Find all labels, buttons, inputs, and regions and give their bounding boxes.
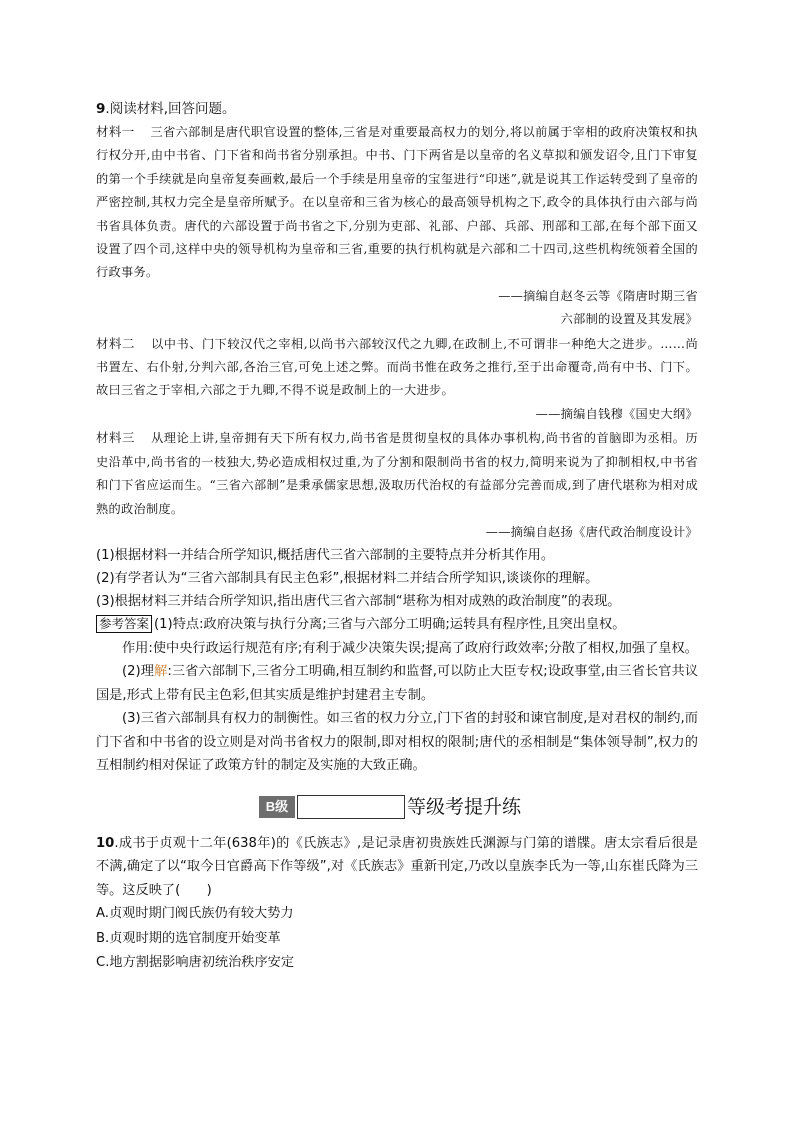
material-text: 三省六部制是唐代职官设置的整体,三省是对重要最高权力的划分,将以前属于宰相的政府决策权和执行权分开,由中书省、门下省和尚书省分别承担。中书、门下两省是以皇帝的名义草拟和颁发诏令,且门下审复的第一个手续就是向皇帝复奏画敕,最后一个手续是用皇帝的宝玺进行“印迷”,就是说其工作运转受到了皇帝的严密控制,其权力完全是皇帝所赋予。在以皇帝和三省为核心的最高领导机构之下,政令的具体执行由六部与尚书省具体负责。唐代的六部设置于尚书省之下,分别为吏部、礼部、户部、兵部、刑部和工部,在每个部下面又设置了四个司,这样中央的领导机构为皇帝和三省,重要的执行机构就是六部和二十四司,这些机构统领着全国的行政事务。: [96, 125, 698, 280]
option-c: C.地方割据影响唐初统治秩序安定: [96, 955, 295, 971]
material-1-source-line2: 六部制的设置及其发展》: [560, 312, 698, 327]
document-page: [96, 98, 698, 976]
material-1: [96, 120, 698, 285]
answer-3: (3)三省六部制具有权力的制衡性。如三省的权力分立,门下省的封驳和谏官制度,是对君权的制约,而门下省和中书省的设立则是对尚书省权力的限制,即对相权的限制;唐代的丞相制是“集体领导制”,权力的互相制约相对保证了政策方针的制定及实施的大致正确。: [96, 711, 698, 774]
answer-1-text: (1)特点:政府决策与执行分离;三省与六部分工明确;运转具有程序性,且突出皇权。: [154, 617, 626, 633]
section-title: 等级考提升练: [407, 795, 522, 818]
section-level-badge: B级: [259, 796, 295, 818]
answer-2: [96, 660, 698, 707]
question-number: 10: [96, 835, 115, 851]
answer-2-prefix: (2)理: [122, 664, 155, 680]
sub-question-1: (1)根据材料一并结合所学知识,概括唐代三省六部制的主要特点并分析其作用。: [96, 548, 555, 564]
option-a: A.贞观时期门阀氏族仍有较大势力: [96, 906, 294, 922]
answer-2-mark: 解: [154, 664, 168, 680]
material-text: 从理论上讲,皇帝拥有天下所有权力,尚书省是贯彻皇权的具体办事机构,尚书省的首脑即为丞相。历史沿革中,尚书省的一枝独大,势必造成相权过重,为了分割和限制尚书省的权力,简明来说为了抑制相权,中书省和门下省应运而生。“三省六部制”是秉承儒家思想,汲取历代治权的有益部分完善而成,到了唐代堪称为相对成熟的政治制度。: [96, 431, 698, 516]
material-label: 材料一: [96, 124, 135, 139]
material-1-source-line1: ——摘编自赵冬云等《隋唐时期三省: [498, 288, 698, 303]
sub-question-3: (3)根据材料三并结合所学知识,指出唐代三省六部制“堪称为相对成熟的政治制度”的表现。: [96, 594, 621, 610]
material-3-source: ——摘编自赵扬《唐代政治制度设计》: [485, 524, 698, 539]
material-text: 以中书、门下较汉代之宰相,以尚书六部较汉代之九卿,在政制上,不可谓非一种绝大之进步。……尚书置左、右仆射,分判六部,各治三官,可免上述之弊。而尚书惟在政务之推行,至于出命覆奇,尚有中书、门下。故曰三省之于宰相,六部之于九卿,不得不说是政制上的一大进步。: [96, 336, 698, 398]
reference-answer-badge: 参考答案: [96, 615, 152, 633]
answer-2-text: :三省六部制下,三省分工明确,相互制约和监督,可以防止大臣专权;设政事堂,由三省长官共议国是,形式上带有民主色彩,但其实质是维护封建君主专制。: [96, 664, 699, 703]
question-title: .阅读材料,回答问题。: [105, 101, 236, 117]
material-2-source: ——摘编自钱穆《国史大纲》: [535, 406, 698, 421]
material-label: 材料二: [96, 335, 136, 351]
question-10: [96, 832, 698, 903]
question-stem: .成书于贞观十二年(638年)的《氏族志》,是记录唐初贵族姓氏渊源与门第的谱牒。唐太宗看后很是不满,确定了以“取今日官爵高下作等级”,对《氏族志》重新刊定,乃改以皇族李氏为一等,山东崔氏降为三等。这反映了( ): [96, 835, 698, 898]
answer-1-effect: 作用:使中央行政运行规范有序;有利于减少决策失误;提高了政府行政效率;分散了相权,加强了皇权。: [122, 640, 698, 656]
section-header: [96, 792, 698, 822]
material-label: 材料三: [96, 430, 136, 446]
question-9-heading: [96, 98, 698, 120]
answer-1: [96, 613, 698, 637]
sub-question-2: (2)有学者认为“三省六部制具有民主色彩”,根据材料二并结合所学知识,谈谈你的理解。: [96, 571, 599, 587]
material-3: [96, 426, 698, 521]
material-2: [96, 332, 698, 403]
section-blank-box: [297, 795, 405, 819]
question-number: 9: [96, 101, 106, 117]
option-b: B.贞观时期的选官制度开始变革: [96, 930, 281, 946]
